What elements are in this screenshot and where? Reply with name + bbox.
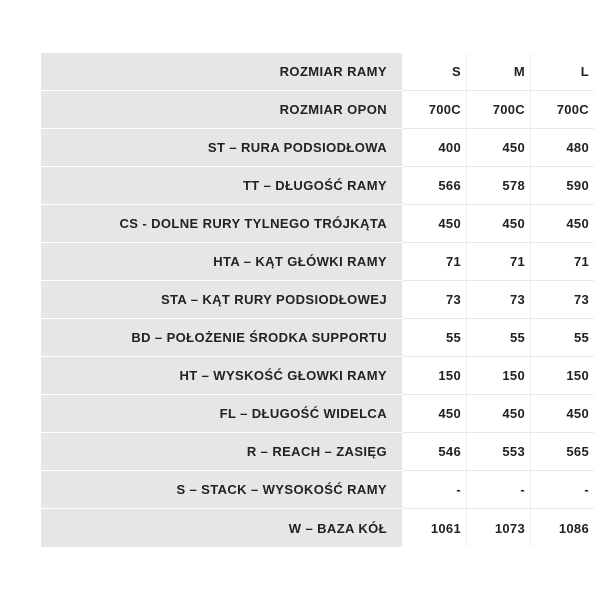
- size-s-value: 450: [402, 205, 466, 243]
- size-l-value: 450: [530, 205, 594, 243]
- table-row: [41, 319, 594, 357]
- size-l-value: 73: [530, 281, 594, 319]
- row-label: W – BAZA KÓŁ: [41, 509, 402, 547]
- size-l-value: 480: [530, 129, 594, 167]
- row-label: ST – RURA PODSIODŁOWA: [41, 129, 402, 167]
- size-m-value: 71: [466, 243, 530, 281]
- size-m-value: 150: [466, 357, 530, 395]
- size-s-value: 55: [402, 319, 466, 357]
- size-m-value: 55: [466, 319, 530, 357]
- table-row: [41, 129, 594, 167]
- size-s-value: 700C: [402, 91, 466, 129]
- row-label: ROZMIAR OPON: [41, 91, 402, 129]
- row-label: HT – WYSKOŚĆ GŁOWKI RAMY: [41, 357, 402, 395]
- row-label: R – REACH – ZASIĘG: [41, 433, 402, 471]
- table-row: [41, 91, 594, 129]
- size-m-value: 73: [466, 281, 530, 319]
- size-l-value: -: [530, 471, 594, 509]
- size-s-value: 1061: [402, 509, 466, 547]
- size-s-value: S: [402, 53, 466, 91]
- size-l-value: 1086: [530, 509, 594, 547]
- size-m-value: 700C: [466, 91, 530, 129]
- table-row: [41, 509, 594, 547]
- table-row: [41, 167, 594, 205]
- row-label: HTA – KĄT GŁÓWKI RAMY: [41, 243, 402, 281]
- size-m-value: 450: [466, 205, 530, 243]
- size-m-value: 553: [466, 433, 530, 471]
- size-l-value: 150: [530, 357, 594, 395]
- table-row: [41, 281, 594, 319]
- row-label: ROZMIAR RAMY: [41, 53, 402, 91]
- size-l-value: L: [530, 53, 594, 91]
- size-m-value: 450: [466, 395, 530, 433]
- table-row: [41, 395, 594, 433]
- size-s-value: 71: [402, 243, 466, 281]
- size-l-value: 590: [530, 167, 594, 205]
- geometry-table: [41, 53, 594, 547]
- row-label: BD – POŁOŻENIE ŚRODKA SUPPORTU: [41, 319, 402, 357]
- size-s-value: 450: [402, 395, 466, 433]
- size-l-value: 450: [530, 395, 594, 433]
- table-row: [41, 471, 594, 509]
- size-m-value: 578: [466, 167, 530, 205]
- size-s-value: 566: [402, 167, 466, 205]
- size-s-value: 400: [402, 129, 466, 167]
- table-row: [41, 433, 594, 471]
- size-s-value: -: [402, 471, 466, 509]
- size-l-value: 700C: [530, 91, 594, 129]
- row-label: STA – KĄT RURY PODSIODŁOWEJ: [41, 281, 402, 319]
- size-l-value: 565: [530, 433, 594, 471]
- size-s-value: 546: [402, 433, 466, 471]
- row-label: S – STACK – WYSOKOŚĆ RAMY: [41, 471, 402, 509]
- row-label: FL – DŁUGOŚĆ WIDELCA: [41, 395, 402, 433]
- size-s-value: 150: [402, 357, 466, 395]
- size-m-value: M: [466, 53, 530, 91]
- table-row: [41, 53, 594, 91]
- table-row: [41, 357, 594, 395]
- size-m-value: 450: [466, 129, 530, 167]
- row-label: CS - DOLNE RURY TYLNEGO TRÓJKĄTA: [41, 205, 402, 243]
- size-m-value: -: [466, 471, 530, 509]
- size-m-value: 1073: [466, 509, 530, 547]
- size-s-value: 73: [402, 281, 466, 319]
- size-l-value: 55: [530, 319, 594, 357]
- table-row: [41, 205, 594, 243]
- size-l-value: 71: [530, 243, 594, 281]
- row-label: TT – DŁUGOŚĆ RAMY: [41, 167, 402, 205]
- table-row: [41, 243, 594, 281]
